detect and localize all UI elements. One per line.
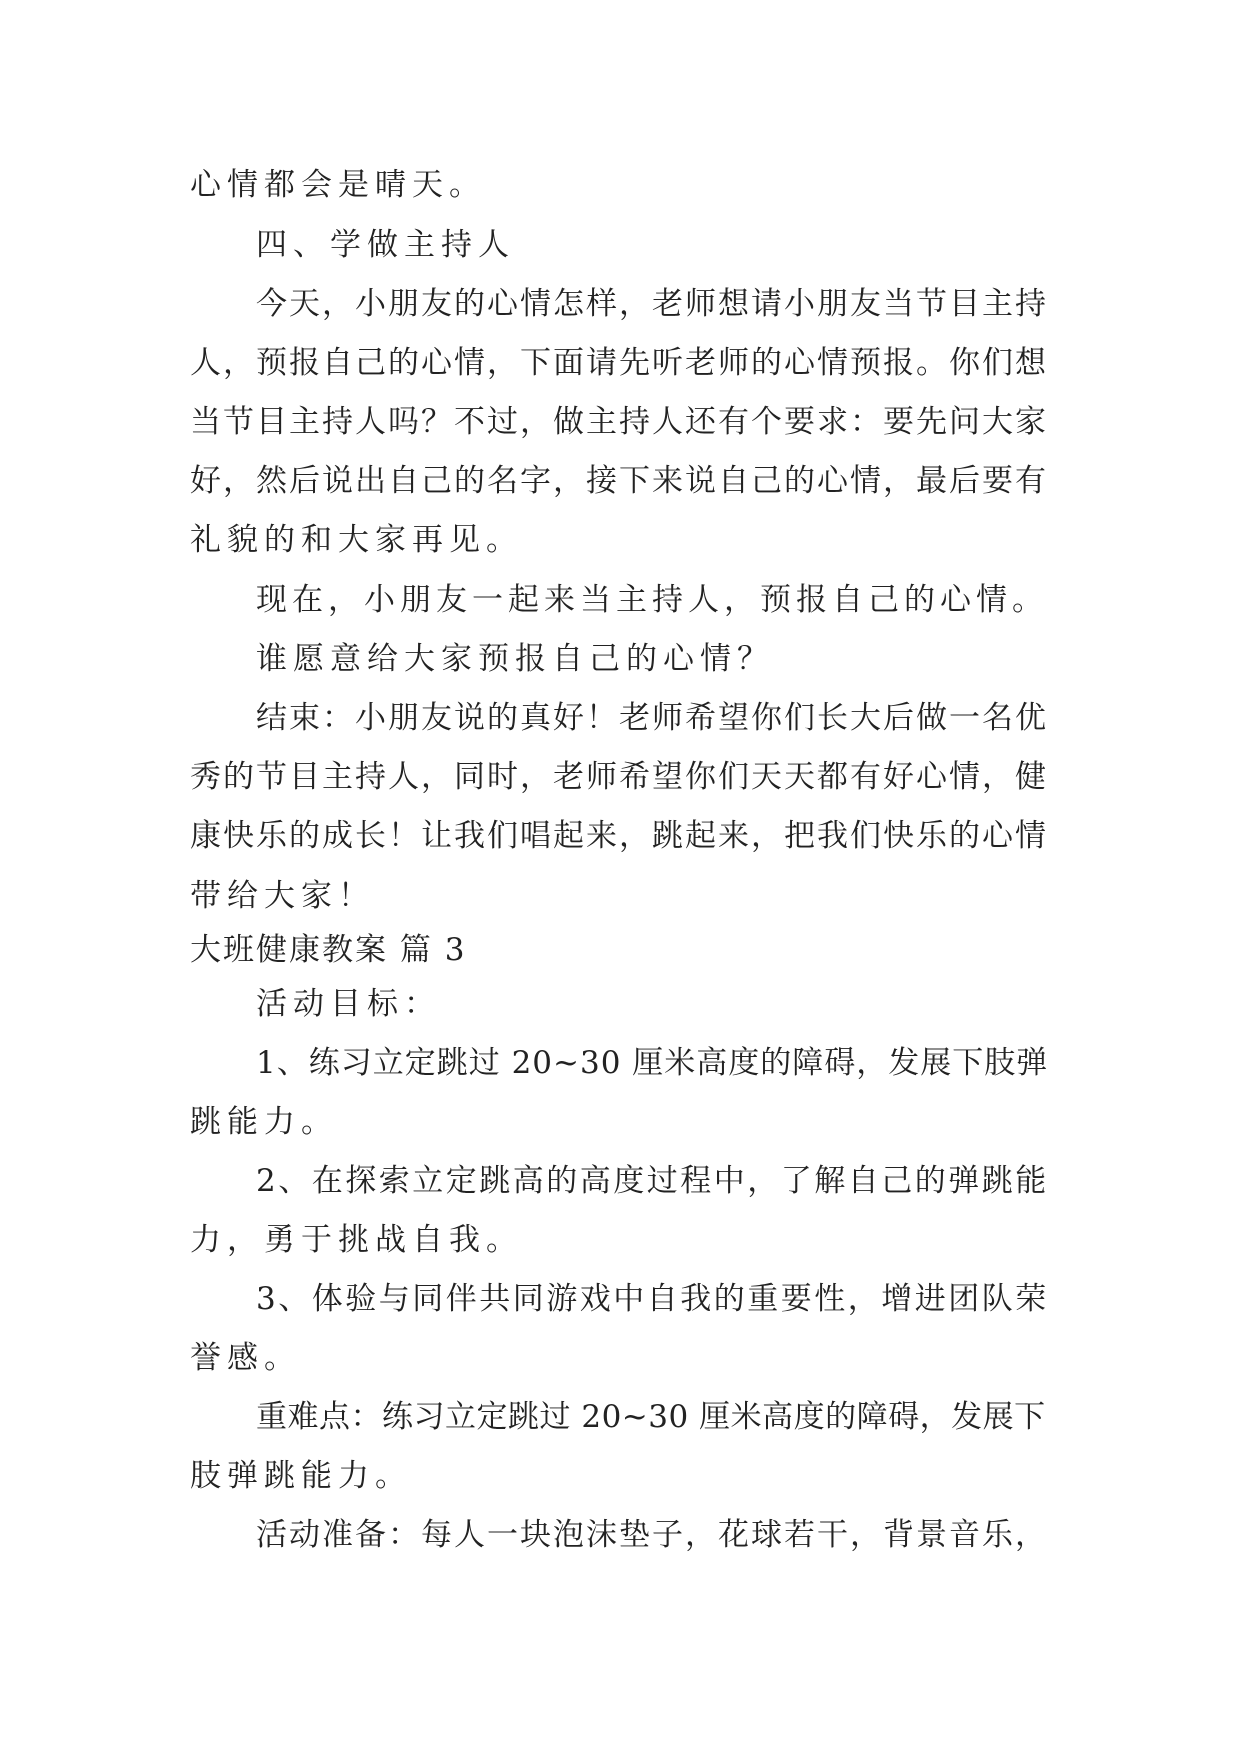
paragraph-line: 人，预报自己的心情，下面请先听老师的心情预报。你们想 [190, 345, 1048, 381]
paragraph-line: 好，然后说出自己的名字，接下来说自己的心情，最后要有 [190, 463, 1048, 499]
paragraph-line: 活动准备：每人一块泡沫垫子，花球若干，背景音乐， [256, 1517, 1048, 1553]
paragraph-line: 2、在探索立定跳高的高度过程中，了解自己的弹跳能 [256, 1163, 1049, 1199]
paragraph-line: 誉感。 [190, 1340, 301, 1376]
paragraph-line: 当节目主持人吗？不过，做主持人还有个要求：要先问大家 [190, 404, 1048, 440]
paragraph-line: 礼貌的和大家再见。 [190, 522, 523, 558]
paragraph-line: 肢弹跳能力。 [190, 1458, 412, 1494]
paragraph-line: 跳能力。 [190, 1104, 338, 1140]
paragraph-line: 谁愿意给大家预报自己的心情？ [256, 641, 774, 677]
paragraph-line: 1、练习立定跳过 20~30 厘米高度的障碍，发展下肢弹 [256, 1045, 1049, 1081]
section-heading: 活动目标： [256, 986, 441, 1022]
section-heading: 四、学做主持人 [256, 227, 515, 263]
paragraph-line: 心情都会是晴天。 [190, 167, 486, 203]
paragraph-line: 力，勇于挑战自我。 [190, 1222, 523, 1258]
paragraph-line: 秀的节目主持人，同时，老师希望你们天天都有好心情，健 [190, 759, 1048, 795]
paragraph-line: 重难点：练习立定跳过 20~30 厘米高度的障碍，发展下 [256, 1399, 1046, 1435]
paragraph-line: 今天，小朋友的心情怎样，老师想请小朋友当节目主持 [256, 286, 1048, 322]
paragraph-line: 康快乐的成长！让我们唱起来，跳起来，把我们快乐的心情 [190, 818, 1048, 854]
paragraph-line: 带给大家！ [190, 878, 375, 914]
paragraph-line: 现在，小朋友一起来当主持人，预报自己的心情。 [256, 582, 1048, 618]
paragraph-line: 3、体验与同伴共同游戏中自我的重要性，增进团队荣 [256, 1281, 1049, 1317]
lesson-title: 大班健康教案 篇 3 [190, 932, 467, 968]
paragraph-line: 结束：小朋友说的真好！老师希望你们长大后做一名优 [256, 700, 1048, 736]
